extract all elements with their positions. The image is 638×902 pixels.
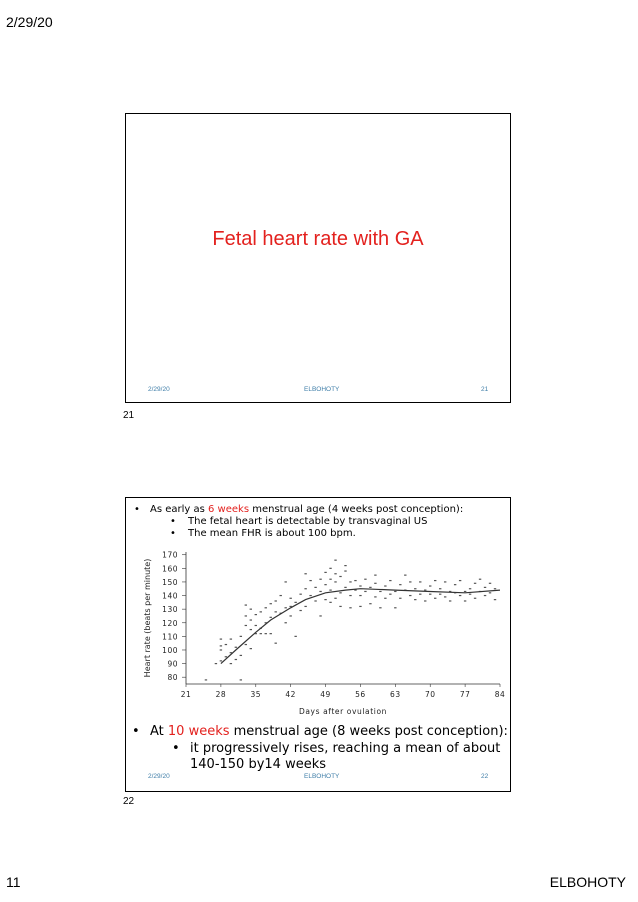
data-point bbox=[469, 588, 471, 589]
data-point bbox=[369, 603, 371, 604]
data-point bbox=[245, 615, 247, 616]
data-point bbox=[245, 604, 247, 605]
y-tick-label: 100 bbox=[162, 645, 178, 655]
data-point bbox=[439, 588, 441, 589]
x-tick-label: 77 bbox=[459, 690, 471, 699]
data-point bbox=[494, 599, 496, 600]
y-tick-label: 160 bbox=[162, 564, 178, 574]
slide-label-21: 21 bbox=[123, 410, 135, 421]
data-point bbox=[464, 591, 466, 592]
slide-footer-author: ELBOHOTY bbox=[304, 773, 340, 780]
data-point bbox=[349, 595, 351, 596]
data-point bbox=[404, 575, 406, 576]
data-point bbox=[394, 591, 396, 592]
fhr-scatter-chart bbox=[126, 546, 510, 716]
data-point bbox=[489, 583, 491, 584]
data-point bbox=[449, 600, 451, 601]
x-tick-label: 21 bbox=[180, 690, 192, 699]
data-point bbox=[419, 594, 421, 595]
data-point bbox=[329, 579, 331, 580]
data-point bbox=[339, 576, 341, 577]
data-point bbox=[314, 587, 316, 588]
data-point bbox=[205, 679, 207, 680]
y-tick-label: 150 bbox=[162, 577, 178, 587]
data-point bbox=[319, 591, 321, 592]
sub-bullet-rises-cont: 140-150 by14 weeks bbox=[190, 757, 326, 772]
data-point bbox=[299, 610, 301, 611]
x-tick-label: 49 bbox=[320, 690, 331, 699]
data-point bbox=[314, 600, 316, 601]
data-point bbox=[240, 679, 242, 680]
data-point bbox=[444, 581, 446, 582]
slide-footer-date: 2/29/20 bbox=[148, 386, 170, 393]
data-point bbox=[374, 575, 376, 576]
data-point bbox=[279, 595, 281, 596]
data-point bbox=[245, 644, 247, 645]
data-point bbox=[364, 591, 366, 592]
data-point bbox=[260, 611, 262, 612]
data-point bbox=[225, 656, 227, 657]
data-point bbox=[304, 606, 306, 607]
data-point bbox=[230, 663, 232, 664]
bullet-dot: • bbox=[132, 724, 140, 739]
data-point bbox=[220, 638, 222, 639]
data-point bbox=[494, 588, 496, 589]
data-point bbox=[439, 594, 441, 595]
data-point bbox=[469, 594, 471, 595]
page-author: ELBOHOTY bbox=[549, 874, 626, 890]
data-point bbox=[419, 581, 421, 582]
data-point bbox=[434, 598, 436, 599]
data-point bbox=[220, 660, 222, 661]
x-tick-label: 84 bbox=[494, 690, 506, 699]
highlight-10-weeks: 10 weeks bbox=[167, 724, 230, 739]
data-point bbox=[464, 600, 466, 601]
data-point bbox=[250, 648, 252, 649]
data-point bbox=[265, 607, 267, 608]
data-point bbox=[374, 596, 376, 597]
data-point bbox=[434, 580, 436, 581]
data-point bbox=[364, 579, 366, 580]
data-point bbox=[384, 585, 386, 586]
data-point bbox=[409, 595, 411, 596]
data-point bbox=[374, 583, 376, 584]
page-date: 2/29/20 bbox=[6, 14, 53, 30]
data-point bbox=[344, 565, 346, 566]
data-point bbox=[344, 587, 346, 588]
data-point bbox=[349, 581, 351, 582]
slide-label-22: 22 bbox=[123, 796, 135, 807]
data-point bbox=[484, 595, 486, 596]
data-point bbox=[260, 633, 262, 634]
y-tick-label: 170 bbox=[162, 550, 178, 560]
data-point bbox=[270, 603, 272, 604]
data-point bbox=[275, 643, 277, 644]
data-point bbox=[414, 588, 416, 589]
data-point bbox=[245, 625, 247, 626]
y-tick-label: 110 bbox=[162, 632, 178, 642]
data-point bbox=[489, 592, 491, 593]
slide-footer-number: 21 bbox=[481, 386, 489, 393]
data-point bbox=[399, 584, 401, 585]
data-point bbox=[289, 598, 291, 599]
data-point bbox=[334, 598, 336, 599]
slide-footer-number: 22 bbox=[481, 773, 489, 780]
data-point bbox=[474, 583, 476, 584]
slide-footer-author: ELBOHOTY bbox=[304, 386, 340, 393]
data-point bbox=[275, 611, 277, 612]
data-point bbox=[334, 581, 336, 582]
data-point bbox=[359, 585, 361, 586]
slide-22 bbox=[125, 497, 511, 792]
data-point bbox=[319, 579, 321, 580]
data-point bbox=[339, 592, 341, 593]
data-point bbox=[304, 588, 306, 589]
data-point bbox=[474, 598, 476, 599]
data-point bbox=[284, 607, 286, 608]
data-point bbox=[389, 594, 391, 595]
data-point bbox=[394, 607, 396, 608]
data-point bbox=[484, 587, 486, 588]
data-point bbox=[220, 649, 222, 650]
x-tick-label: 35 bbox=[250, 690, 262, 699]
slide-21 bbox=[125, 113, 511, 403]
x-tick-label: 42 bbox=[285, 690, 296, 699]
data-point bbox=[270, 617, 272, 618]
data-point bbox=[429, 594, 431, 595]
data-point bbox=[384, 598, 386, 599]
data-point bbox=[235, 647, 237, 648]
data-point bbox=[250, 619, 252, 620]
data-point bbox=[399, 598, 401, 599]
x-tick-label: 63 bbox=[390, 690, 401, 699]
data-point bbox=[240, 636, 242, 637]
data-point bbox=[250, 629, 252, 630]
data-point bbox=[359, 606, 361, 607]
data-point bbox=[275, 600, 277, 601]
page-number: 11 bbox=[6, 874, 21, 890]
data-point bbox=[270, 633, 272, 634]
data-point bbox=[255, 614, 257, 615]
bullet-dot: • bbox=[134, 504, 140, 515]
slide-title: Fetal heart rate with GA bbox=[212, 228, 424, 250]
data-point bbox=[334, 573, 336, 574]
data-point bbox=[324, 584, 326, 585]
data-point bbox=[309, 595, 311, 596]
data-point bbox=[250, 609, 252, 610]
data-point bbox=[354, 580, 356, 581]
data-point bbox=[389, 580, 391, 581]
sub-bullet-detectable: • The fetal heart is detectable by transvaginal US bbox=[170, 516, 428, 527]
highlight-6-weeks: 6 weeks bbox=[208, 504, 250, 515]
x-axis-label: Days after ovulation bbox=[298, 707, 388, 716]
data-point bbox=[339, 606, 341, 607]
data-point bbox=[309, 580, 311, 581]
bullet-dot: • bbox=[172, 741, 180, 756]
y-tick-label: 90 bbox=[167, 659, 178, 669]
data-point bbox=[235, 659, 237, 660]
data-point bbox=[429, 585, 431, 586]
y-tick-label: 140 bbox=[162, 591, 178, 601]
data-point bbox=[334, 560, 336, 561]
y-tick-label: 80 bbox=[167, 673, 178, 683]
data-point bbox=[294, 602, 296, 603]
data-point bbox=[369, 587, 371, 588]
data-point bbox=[329, 568, 331, 569]
data-point bbox=[414, 599, 416, 600]
data-point bbox=[230, 638, 232, 639]
data-point bbox=[324, 572, 326, 573]
data-point bbox=[479, 579, 481, 580]
data-point bbox=[424, 590, 426, 591]
data-point bbox=[225, 644, 227, 645]
data-point bbox=[299, 594, 301, 595]
data-point bbox=[220, 645, 222, 646]
data-point bbox=[454, 584, 456, 585]
y-axis-label: Heart rate (beats per minute) bbox=[143, 558, 152, 678]
data-point bbox=[324, 599, 326, 600]
data-point bbox=[240, 655, 242, 656]
data-point bbox=[215, 663, 217, 664]
fit-curve bbox=[221, 589, 500, 664]
data-point bbox=[284, 622, 286, 623]
data-point bbox=[344, 570, 346, 571]
data-point bbox=[319, 615, 321, 616]
bullet-10-weeks: • At 10 weeks menstrual age (8 weeks post conception): bbox=[132, 724, 508, 739]
data-point bbox=[329, 590, 331, 591]
data-point bbox=[409, 581, 411, 582]
x-tick-label: 70 bbox=[424, 690, 436, 699]
data-point bbox=[294, 636, 296, 637]
data-point bbox=[304, 573, 306, 574]
y-tick-label: 130 bbox=[162, 605, 178, 615]
data-point bbox=[379, 591, 381, 592]
data-point bbox=[379, 607, 381, 608]
x-tick-label: 56 bbox=[355, 690, 366, 699]
data-point bbox=[289, 615, 291, 616]
y-tick-label: 120 bbox=[162, 618, 178, 628]
bullet-dot: • bbox=[170, 516, 176, 527]
data-point bbox=[349, 607, 351, 608]
data-point bbox=[424, 600, 426, 601]
data-point bbox=[329, 602, 331, 603]
data-point bbox=[459, 580, 461, 581]
bullet-6-weeks: • As early as 6 weeks menstrual age (4 weeks post conception): bbox=[134, 504, 464, 515]
sub-bullet-rises: • it progressively rises, reaching a mean of about bbox=[172, 741, 501, 756]
data-point bbox=[444, 596, 446, 597]
slide-footer-date: 2/29/20 bbox=[148, 773, 170, 780]
data-point bbox=[284, 581, 286, 582]
data-point bbox=[359, 595, 361, 596]
bullet-dot: • bbox=[170, 528, 176, 539]
data-point bbox=[265, 633, 267, 634]
data-point bbox=[459, 595, 461, 596]
sub-bullet-mean-fhr: • The mean FHR is about 100 bpm. bbox=[170, 528, 356, 539]
x-tick-label: 28 bbox=[215, 690, 227, 699]
data-point bbox=[255, 625, 257, 626]
